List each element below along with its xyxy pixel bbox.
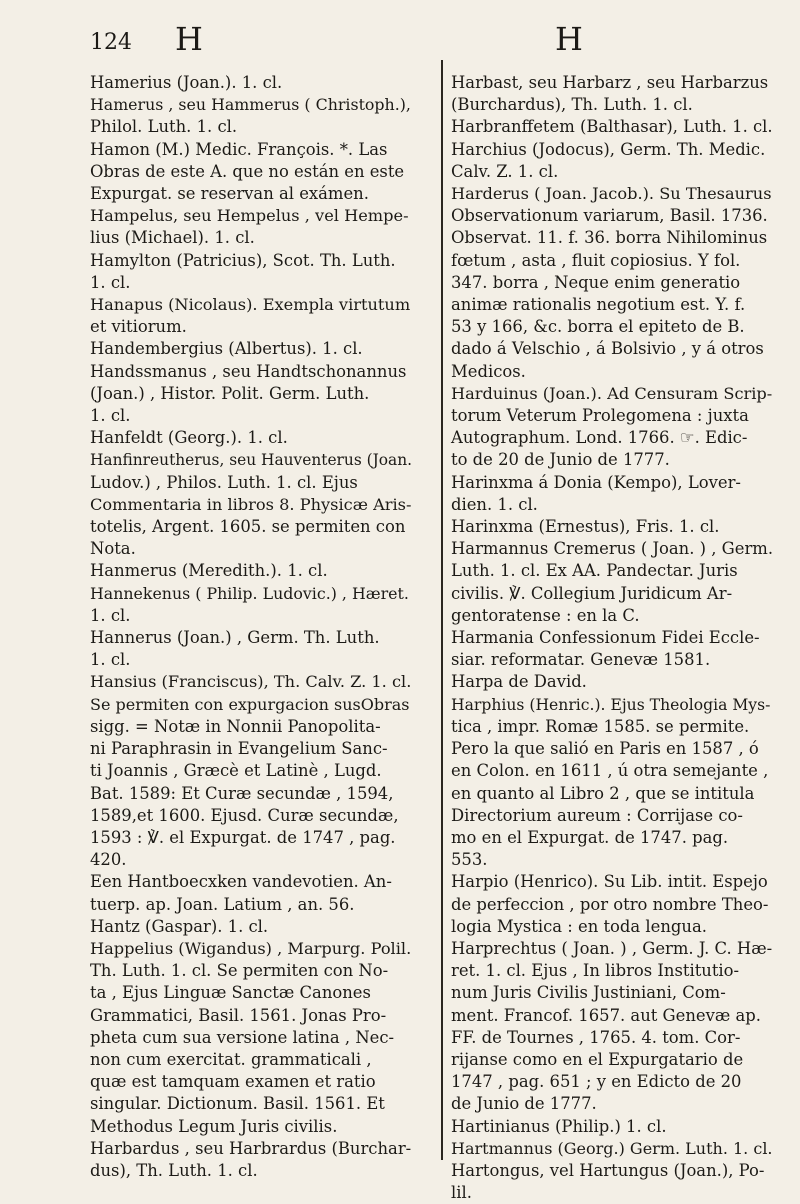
text-line: 1. cl. xyxy=(90,605,131,625)
text-line: en quanto al Libro 2 , que se intitula xyxy=(451,783,755,803)
text-line: mo en el Expurgat. de 1747. pag. xyxy=(451,827,729,847)
text-line: Hampelus, seu Hempelus , vel Hempe- xyxy=(90,206,409,226)
text-line: Handembergius (Albertus). 1. cl. xyxy=(90,339,363,359)
text-line: Harderus ( Joan. Jacob.). Su Thesaurus xyxy=(451,184,772,204)
text-line: Observationum variarum, Basil. 1736. xyxy=(451,206,768,226)
text-line: et vitiorum. xyxy=(90,317,187,337)
text-line: FF. de Tournes , 1765. 4. tom. Cor- xyxy=(451,1027,741,1047)
text-line: Harmannus Cremerus ( Joan. ) , Germ. xyxy=(451,539,774,559)
text-line: Harinxma (Ernestus), Fris. 1. cl. xyxy=(451,517,720,537)
text-line: Hamerus , seu Hammerus ( Christoph.), xyxy=(90,95,411,115)
text-line: 1. cl. xyxy=(90,272,131,292)
text-line: ta , Ejus Linguæ Sanctæ Canones xyxy=(90,983,371,1003)
text-line: tica , impr. Romæ 1585. se permite. xyxy=(451,716,750,736)
text-line: pheta cum sua versione latina , Nec- xyxy=(90,1027,395,1047)
text-line: 1. cl. xyxy=(90,650,131,670)
text-line: Hannerus (Joan.) , Germ. Th. Luth. xyxy=(90,628,380,648)
text-line: rijanse como en el Expurgatario de xyxy=(451,1049,744,1069)
text-line: Hannekenus ( Philip. Ludovic.) , Hæret. xyxy=(90,583,409,603)
text-line: Ludov.) , Philos. Luth. 1. cl. Ejus xyxy=(90,472,358,492)
text-line: 53 y 166, &c. borra el epiteto de B. xyxy=(451,317,745,337)
left-column xyxy=(90,72,412,1182)
text-line: logia Mystica : en toda lengua. xyxy=(451,916,707,936)
text-line: Harphius (Henric.). Ejus Theologia Mys- xyxy=(451,695,771,714)
text-line: (Burchardus), Th. Luth. 1. cl. xyxy=(451,95,693,115)
text-line: Harpio (Henrico). Su Lib. intit. Espejo xyxy=(451,872,768,892)
text-line: Philol. Luth. 1. cl. xyxy=(90,117,238,137)
text-line: ment. Francof. 1657. aut Genevæ ap. xyxy=(451,1005,761,1025)
text-line: fœtum , asta , fluit copiosius. Y fol. xyxy=(451,250,741,270)
page-number: 124 xyxy=(90,30,132,55)
text-line: 347. borra , Neque enim generatio xyxy=(451,272,741,292)
text-line: 420. xyxy=(90,850,127,870)
text-line: Hartinianus (Philip.) 1. cl. xyxy=(451,1116,667,1136)
text-line: Se permiten con expurgacion susObras xyxy=(90,694,410,714)
text-line: ret. 1. cl. Ejus , In libros Institutio- xyxy=(451,961,740,981)
text-line: Obras de este A. que no están en este xyxy=(90,161,405,181)
text-line: Hartmannus (Georg.) Germ. Luth. 1. cl. xyxy=(451,1138,773,1158)
text-line: singular. Dictionum. Basil. 1561. Et xyxy=(90,1094,385,1114)
text-line: de perfeccion , por otro nombre Theo- xyxy=(451,894,769,914)
text-line: Grammatici, Basil. 1561. Jonas Pro- xyxy=(90,1005,387,1025)
text-line: Harchius (Jodocus), Germ. Th. Medic. xyxy=(451,139,766,159)
text-line: lil. xyxy=(451,1183,472,1203)
text-line: Hamon (M.) Medic. François. *. Las xyxy=(90,139,388,159)
text-line: tuerp. ap. Joan. Latium , an. 56. xyxy=(90,894,355,914)
text-line: Harmania Confessionum Fidei Eccle- xyxy=(451,628,760,648)
text-line: Hamerius (Joan.). 1. cl. xyxy=(90,73,283,92)
text-line: Hanfinreutherus, seu Hauventerus (Joan. xyxy=(90,451,413,470)
text-line: Autographum. Lond. 1766. ☞. Edic- xyxy=(451,428,748,448)
text-line: Een Hantboecxken vandevotien. An- xyxy=(90,872,392,892)
text-line: Calv. Z. 1. cl. xyxy=(451,161,559,181)
text-line: en Colon. en 1611 , ú otra semejante , xyxy=(451,761,769,781)
text-line: Harinxma á Donia (Kempo), Lover- xyxy=(451,472,741,492)
text-line: quæ est tamquam examen et ratio xyxy=(90,1072,376,1092)
text-line: Harbranffetem (Balthasar), Luth. 1. cl. xyxy=(451,117,773,137)
text-line: Hartongus, vel Hartungus (Joan.), Po- xyxy=(451,1160,765,1180)
text-line: gentoratense : en la C. xyxy=(451,605,640,625)
text-line: Handssmanus , seu Handtschonannus xyxy=(90,361,407,381)
text-line: Hamylton (Patricius), Scot. Th. Luth. xyxy=(90,250,396,270)
text-line: siar. reformatar. Genevæ 1581. xyxy=(451,650,711,670)
text-line: Th. Luth. 1. cl. Se permiten con No- xyxy=(90,961,389,981)
text-line: Hansius (Franciscus), Th. Calv. Z. 1. cl. xyxy=(90,672,412,692)
text-line: Nota. xyxy=(90,539,136,559)
text-line: civilis. ℣. Collegium Juridicum Ar- xyxy=(451,583,733,603)
text-line: 1747 , pag. 651 ; y en Edicto de 20 xyxy=(451,1072,742,1092)
text-line: dado á Velschio , á Bolsivio , y á otros xyxy=(451,339,764,359)
text-line: dus), Th. Luth. 1. cl. xyxy=(90,1160,258,1180)
text-line: 1. cl. xyxy=(90,406,131,426)
text-line: Luth. 1. cl. Ex AA. Pandectar. Juris xyxy=(451,561,738,581)
text-line: Methodus Legum Juris civilis. xyxy=(90,1116,338,1136)
text-line: de Junio de 1777. xyxy=(451,1094,597,1114)
text-line: Harbardus , seu Harbrardus (Burchar- xyxy=(90,1138,412,1158)
text-line: 553. xyxy=(451,850,488,870)
text-line: sigg. = Notæ in Nonnii Panopolita- xyxy=(90,716,381,736)
text-line: Hanapus (Nicolaus). Exempla virtutum xyxy=(90,295,411,315)
text-line: Commentaria in libros 8. Physicæ Aris- xyxy=(90,494,412,514)
text-line: Hanmerus (Meredith.). 1. cl. xyxy=(90,561,328,581)
text-line: to de 20 de Junio de 1777. xyxy=(451,450,670,470)
text-line: Hanfeldt (Georg.). 1. cl. xyxy=(90,428,288,448)
right-column xyxy=(451,72,773,1204)
text-line: lius (Michael). 1. cl. xyxy=(90,228,255,248)
running-letter-right: H xyxy=(555,20,583,58)
text-line: Happelius (Wigandus) , Marpurg. Polil. xyxy=(90,938,412,958)
text-line: ni Paraphrasin in Evangelium Sanc- xyxy=(90,739,388,759)
text-line: (Joan.) , Histor. Polit. Germ. Luth. xyxy=(90,383,370,403)
text-line: Directorium aureum : Corrijase co- xyxy=(451,805,743,825)
text-line: Harpa de David. xyxy=(451,672,587,692)
text-line: dien. 1. cl. xyxy=(451,494,538,514)
text-line: animæ rationalis negotium est. Y. f. xyxy=(451,295,746,315)
text-line: Harbast, seu Harbarz , seu Harbarzus xyxy=(451,73,769,92)
text-line: Expurgat. se reservan al exámen. xyxy=(90,184,369,204)
running-letter-left: H xyxy=(175,20,203,58)
column-divider xyxy=(441,60,443,1160)
text-line: Pero la que salió en Paris en 1587 , ó xyxy=(451,739,759,759)
text-line: num Juris Civilis Justiniani, Com- xyxy=(451,983,726,1003)
text-line: 1593 : ℣. el Expurgat. de 1747 , pag. xyxy=(90,827,396,847)
text-line: Harduinus (Joan.). Ad Censuram Scrip- xyxy=(451,383,773,403)
text-line: torum Veterum Prolegomena : juxta xyxy=(451,406,749,426)
text-line: Harprechtus ( Joan. ) , Germ. J. C. Hæ- xyxy=(451,938,773,958)
text-line: Medicos. xyxy=(451,361,526,381)
text-line: 1589,et 1600. Ejusd. Curæ secundæ, xyxy=(90,805,399,825)
text-line: Bat. 1589: Et Curæ secundæ , 1594, xyxy=(90,783,394,803)
text-line: Observat. 11. f. 36. borra Nihilominus xyxy=(451,228,768,248)
text-line: totelis, Argent. 1605. se permiten con xyxy=(90,517,406,537)
text-line: Hantz (Gaspar). 1. cl. xyxy=(90,916,269,936)
text-line: non cum exercitat. grammaticali , xyxy=(90,1049,372,1069)
text-line: ti Joannis , Græcè et Latinè , Lugd. xyxy=(90,761,382,781)
